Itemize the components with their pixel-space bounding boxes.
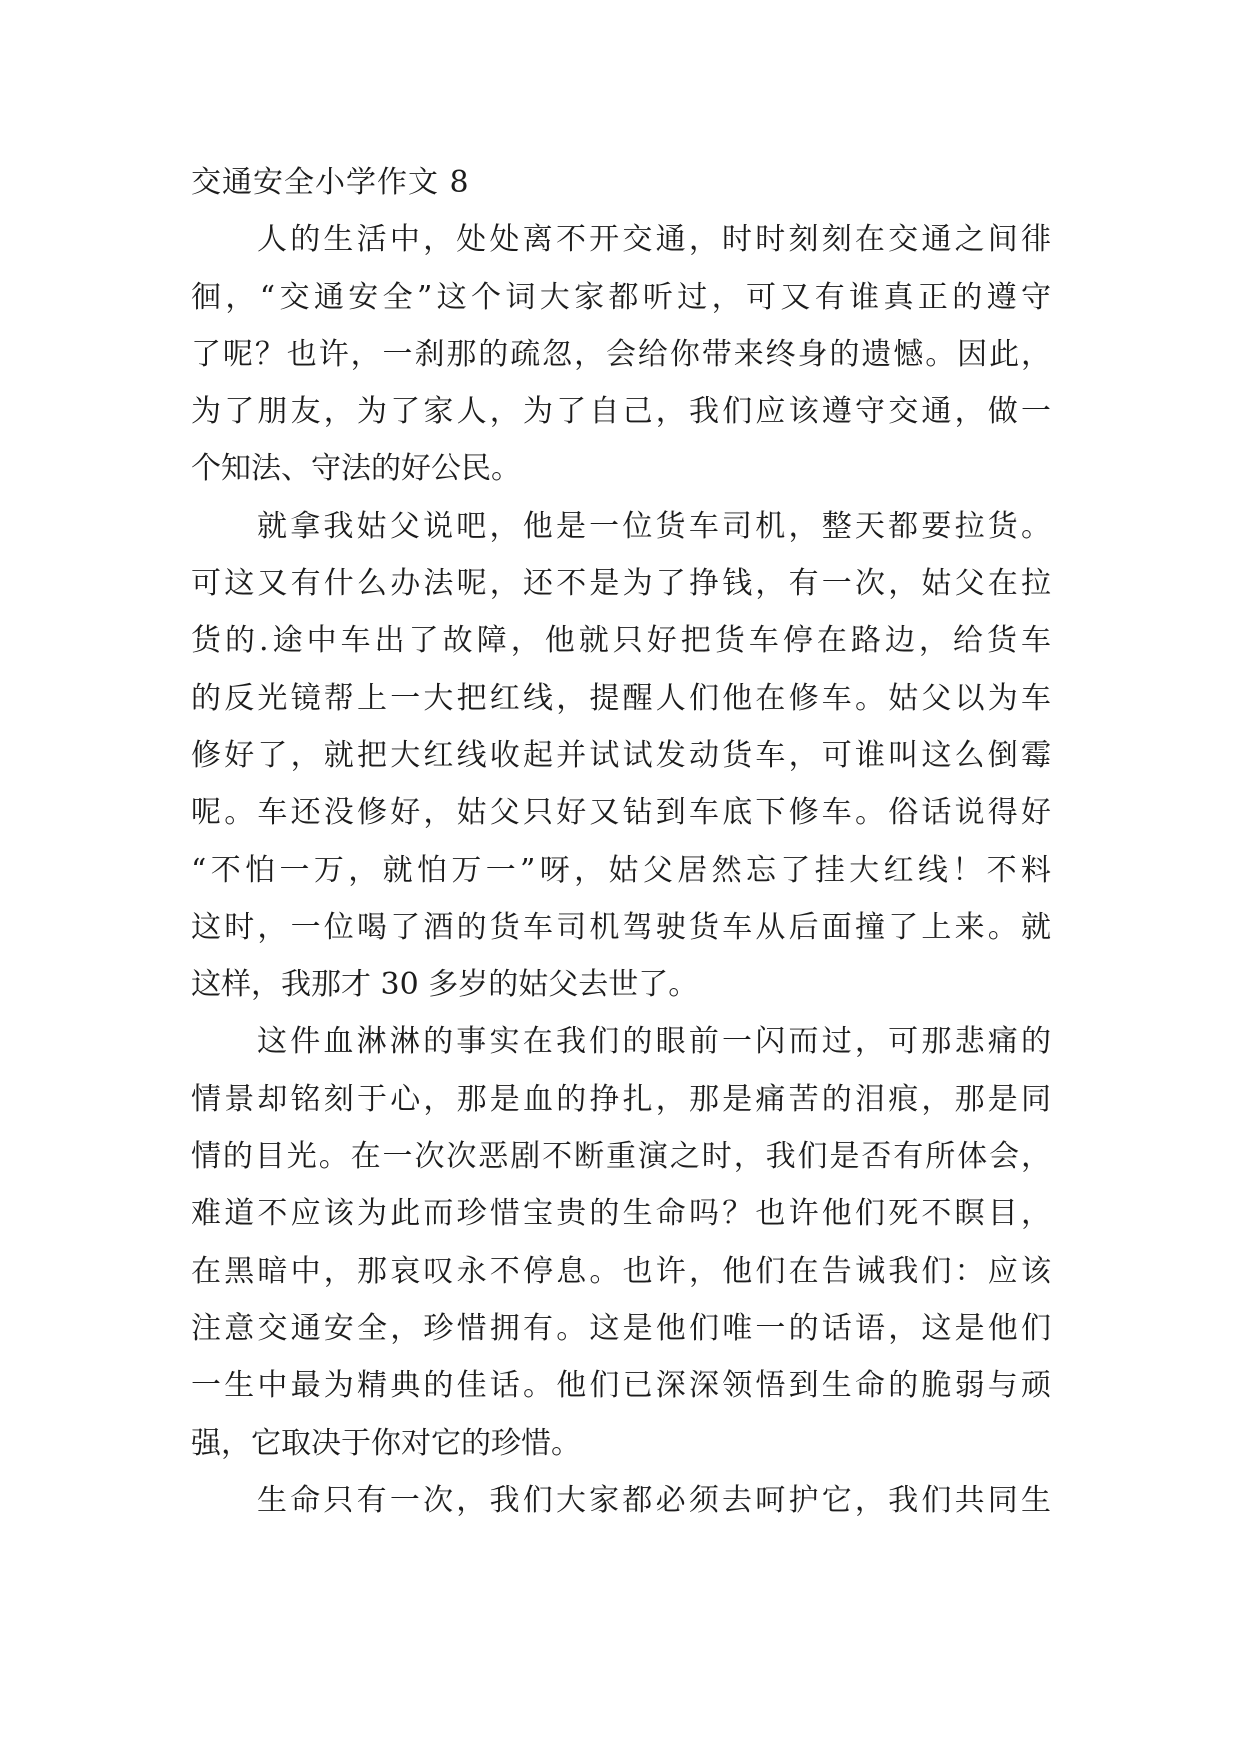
paragraph-line: 注意交通安全，珍惜拥有。这是他们唯一的话语，这是他们: [191, 1310, 1051, 1346]
paragraph-line: 情的目光。在一次次恶剧不断重演之时，我们是否有所体会，: [191, 1139, 1051, 1175]
paragraph-line: 生命只有一次，我们大家都必须去呵护它，我们共同生: [257, 1482, 1051, 1518]
paragraph-line: 徊，“交通安全”这个词大家都听过，可又有谁真正的遵守: [191, 279, 1051, 315]
paragraph-line: 为了朋友，为了家人，为了自己，我们应该遵守交通，做一: [191, 394, 1051, 430]
paragraph-line: 货的.途中车出了故障，他就只好把货车停在路边，给货车: [191, 623, 1051, 659]
paragraph-line: 可这又有什么办法呢，还不是为了挣钱，有一次，姑父在拉: [191, 566, 1051, 602]
paragraph-line: 呢。车还没修好，姑父只好又钻到车底下修车。俗话说得好: [191, 795, 1051, 831]
paragraph-line: “不怕一万，就怕万一”呀，姑父居然忘了挂大红线！不料: [191, 852, 1051, 888]
paragraph-1: [191, 211, 1051, 497]
paragraph-3: [191, 1013, 1051, 1471]
document-title: 交通安全小学作文 8: [191, 165, 470, 200]
paragraph-line: 难道不应该为此而珍惜宝贵的生命吗？也许他们死不瞑目，: [191, 1196, 1051, 1232]
paragraph-line: 修好了，就把大红线收起并试试发动货车，可谁叫这么倒霉: [191, 737, 1051, 773]
paragraph-line: 情景却铭刻于心，那是血的挣扎，那是痛苦的泪痕，那是同: [191, 1081, 1051, 1117]
paragraph-line: 在黑暗中，那哀叹永不停息。也许，他们在告诫我们：应该: [191, 1253, 1051, 1289]
paragraph-line: 这时，一位喝了酒的货车司机驾驶货车从后面撞了上来。就: [191, 909, 1051, 945]
document-body: [191, 154, 1051, 1529]
paragraph-line: 一生中最为精典的佳话。他们已深深领悟到生命的脆弱与顽: [191, 1368, 1051, 1404]
paragraph-line: 个知法、守法的好公民。: [191, 451, 521, 487]
paragraph-line: 就拿我姑父说吧，他是一位货车司机，整天都要拉货。: [257, 508, 1051, 544]
paragraph-2: [191, 498, 1051, 1014]
paragraph-4: [191, 1472, 1051, 1529]
paragraph-line: 这件血淋淋的事实在我们的眼前一闪而过，可那悲痛的: [257, 1024, 1051, 1060]
paragraph-line: 的反光镜帮上一大把红线，提醒人们他在修车。姑父以为车: [191, 680, 1051, 716]
paragraph-line: 这样，我那才 30 多岁的姑父去世了。: [191, 967, 699, 1003]
paragraph-line: 了呢？也许，一刹那的疏忽，会给你带来终身的遗憾。因此，: [191, 336, 1051, 372]
paragraph-line: 强，它取决于你对它的珍惜。: [191, 1425, 581, 1461]
paragraph-line: 人的生活中，处处离不开交通，时时刻刻在交通之间徘: [257, 222, 1051, 258]
